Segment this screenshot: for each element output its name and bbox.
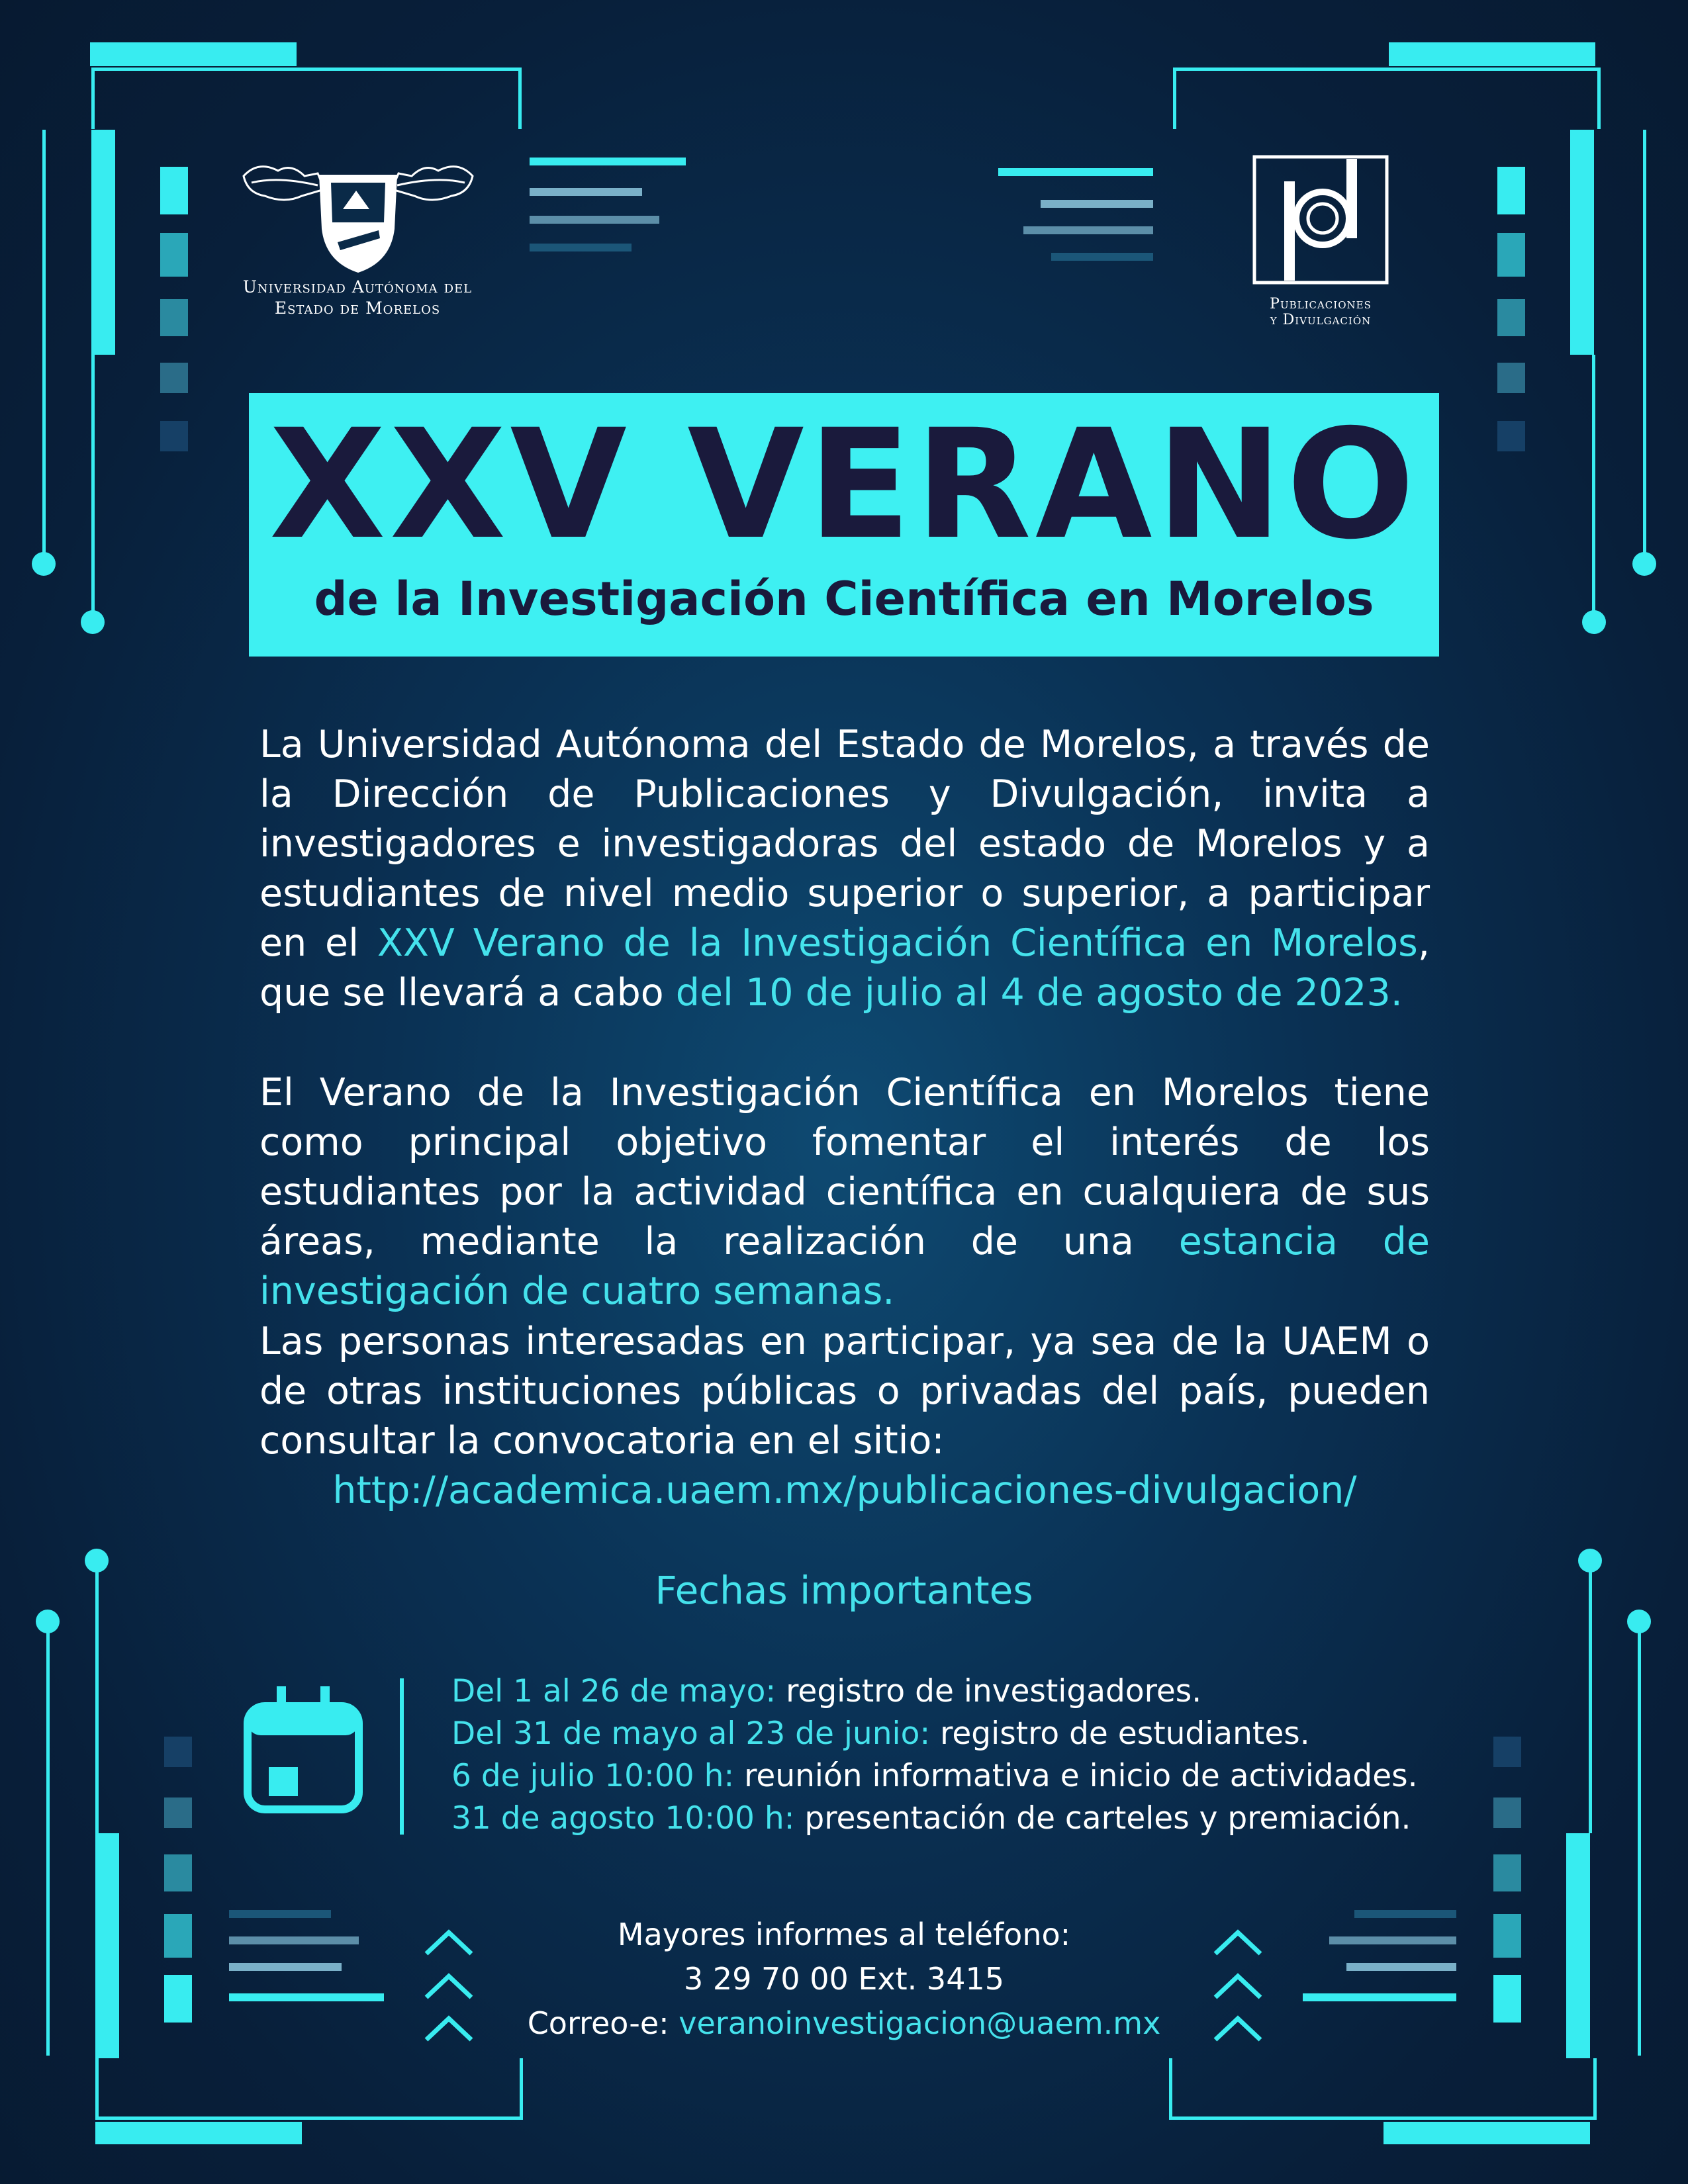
frame-line-top-right	[1173, 68, 1601, 129]
uaem-caption-line2: Estado de Morelos	[274, 298, 441, 318]
deco-bar	[1303, 1993, 1456, 2001]
uaem-caption	[225, 277, 490, 319]
deco-bar	[1041, 200, 1153, 208]
event-dates-highlight: del 10 de julio al 4 de agosto de 2023.	[675, 971, 1403, 1015]
indicator-square	[164, 1737, 192, 1767]
date-text: registro de investigadores.	[776, 1673, 1202, 1709]
indicator-square	[160, 421, 188, 451]
indicator-square	[1497, 363, 1525, 393]
email-link[interactable]: veranoinvestigacion@uaem.mx	[679, 2005, 1161, 2041]
deco-bar	[229, 1936, 359, 1944]
deco-bar	[530, 244, 632, 251]
title-banner	[249, 393, 1439, 657]
indicator-square	[160, 167, 188, 214]
deco-bar	[1329, 1936, 1456, 1944]
intro-text: La Universidad Autónoma del Estado de Morelos, a través de la Dirección de Publicaciones y Divulgación, invita a investigadores e investigadoras del estado de Morelos y a estudiantes de nivel medio superior o superior, a participar en el	[259, 723, 1430, 965]
corner-bar-top-right	[1389, 42, 1595, 66]
frame-line-right-outer	[1592, 355, 1595, 617]
date-text: presentación de carteles y premiación.	[794, 1800, 1411, 1837]
node-dot	[1582, 610, 1606, 634]
banner-subtitle: de la Investigación Científica en Morelos	[314, 572, 1374, 626]
indicator-square	[160, 363, 188, 393]
deco-bar	[530, 158, 686, 165]
indicator-square	[1493, 1975, 1521, 2023]
frame-line-right-inner	[1643, 130, 1646, 553]
frame-line-left-outer	[91, 355, 95, 617]
indicator-square	[1493, 1797, 1521, 1828]
pyd-caption	[1226, 296, 1415, 328]
uaem-crest-icon	[238, 156, 478, 275]
date-text: reunión informativa e inicio de actividades.	[734, 1758, 1418, 1794]
chevron-up-icon	[1213, 1925, 1263, 1958]
info-paragraph	[259, 1317, 1430, 1466]
frame-line-left-bottom-inner	[46, 1632, 50, 2056]
date-item	[451, 1670, 1471, 1713]
date-range: Del 31 de mayo al 23 de junio:	[451, 1715, 931, 1752]
indicator-square	[1493, 1914, 1521, 1958]
indicator-square	[164, 1975, 192, 2023]
chevron-up-icon	[424, 1925, 474, 1958]
corner-bar-top-left	[90, 42, 297, 66]
date-range: 31 de agosto 10:00 h:	[451, 1800, 795, 1837]
corner-bar-bottom-left	[95, 2122, 302, 2144]
deco-bar	[1051, 253, 1153, 261]
frame-line-bottom-left	[95, 2058, 523, 2120]
frame-stripe-right-bottom	[1566, 1833, 1590, 2058]
pyd-logo-icon	[1252, 155, 1389, 285]
node-dot	[32, 552, 56, 576]
date-item	[451, 1797, 1471, 1840]
corner-bar-bottom-right	[1383, 2122, 1590, 2144]
info-text: Las personas interesadas en participar, ya sea de la UAEM o de otras instituciones públicas o privadas del país, pueden consultar la convocatoria en el sitio:	[259, 1320, 1430, 1463]
frame-stripe-right	[1570, 130, 1594, 355]
contact-email-line	[463, 2001, 1225, 2046]
deco-bar	[1346, 1963, 1456, 1971]
indicator-square	[1497, 233, 1525, 277]
objective-text: El Verano de la Investigación Científica en Morelos tiene como principal objetivo fomentar el interés de los estudiantes por la actividad científica en cualquiera de sus áreas, mediante la realización de una	[259, 1071, 1430, 1263]
indicator-square	[164, 1797, 192, 1828]
event-name-highlight: XXV Verano de la Investigación Científica en Morelos	[377, 921, 1418, 965]
email-label: Correo-e:	[527, 2005, 679, 2041]
date-range: 6 de julio 10:00 h:	[451, 1758, 735, 1794]
frame-stripe-left-bottom	[95, 1833, 119, 2058]
node-dot	[1578, 1549, 1602, 1572]
convocatoria-link[interactable]: http://academica.uaem.mx/publicaciones-divulgacion/	[332, 1469, 1357, 1512]
frame-line-top-left	[91, 68, 522, 129]
contact-line: Mayores informes al teléfono:	[617, 1917, 1071, 1952]
intro-paragraph	[259, 720, 1430, 1018]
chevron-up-icon	[1213, 1968, 1263, 2001]
date-range: Del 1 al 26 de mayo:	[451, 1673, 776, 1709]
chevron-up-icon	[1213, 2011, 1263, 2044]
fechas-heading: Fechas importantes	[655, 1568, 1033, 1613]
date-text: registro de estudiantes.	[930, 1715, 1310, 1752]
frame-line-right-bottom-outer	[1589, 1571, 1592, 1833]
frame-stripe-left	[91, 130, 115, 355]
date-item	[451, 1713, 1471, 1755]
dates-divider	[400, 1678, 404, 1835]
node-dot	[81, 610, 105, 634]
frame-line-bottom-right	[1169, 2058, 1597, 2120]
objective-paragraph	[259, 1068, 1430, 1316]
intro-text-cont: , que se llevará a cabo	[259, 921, 1430, 1015]
pyd-logo	[1252, 155, 1389, 285]
calendar-icon	[242, 1684, 364, 1813]
indicator-square	[1497, 167, 1525, 214]
uaem-logo	[238, 156, 478, 275]
chevron-up-icon	[424, 1968, 474, 2001]
indicator-square	[164, 1854, 192, 1891]
deco-bar	[229, 1993, 384, 2001]
chevron-up-icon	[424, 2011, 474, 2044]
deco-bar	[530, 216, 659, 224]
contact-block	[463, 1913, 1225, 2046]
deco-bar	[530, 188, 642, 196]
frame-line-right-bottom-inner	[1638, 1632, 1641, 2056]
date-item	[451, 1755, 1471, 1797]
pyd-caption-line1: Publicaciones	[1270, 296, 1372, 312]
deco-bar	[1354, 1910, 1456, 1918]
indicator-square	[1493, 1854, 1521, 1891]
deco-bar	[229, 1910, 331, 1918]
deco-bar	[998, 168, 1153, 176]
node-dot	[1627, 1610, 1651, 1633]
banner-title: XXV VERANO	[269, 396, 1419, 572]
frame-line-left-inner	[42, 130, 46, 553]
node-dot	[1632, 552, 1656, 576]
node-dot	[36, 1610, 60, 1633]
uaem-caption-line1: Universidad Autónoma del	[242, 277, 473, 296]
indicator-square	[1497, 421, 1525, 451]
indicator-square	[160, 299, 188, 336]
contact-phone: 3 29 70 00 Ext. 3415	[684, 1961, 1004, 1997]
indicator-square	[1497, 299, 1525, 336]
indicator-square	[1493, 1737, 1521, 1767]
dates-list	[451, 1670, 1471, 1840]
stay-highlight: estancia de investigación de cuatro semanas.	[259, 1220, 1430, 1313]
pyd-caption-line2: y Divulgación	[1270, 312, 1372, 328]
deco-bar	[1023, 226, 1153, 234]
deco-bar	[229, 1963, 342, 1971]
node-dot	[85, 1549, 109, 1572]
indicator-square	[164, 1914, 192, 1958]
frame-line-left-bottom-outer	[95, 1571, 99, 1833]
indicator-square	[160, 233, 188, 277]
